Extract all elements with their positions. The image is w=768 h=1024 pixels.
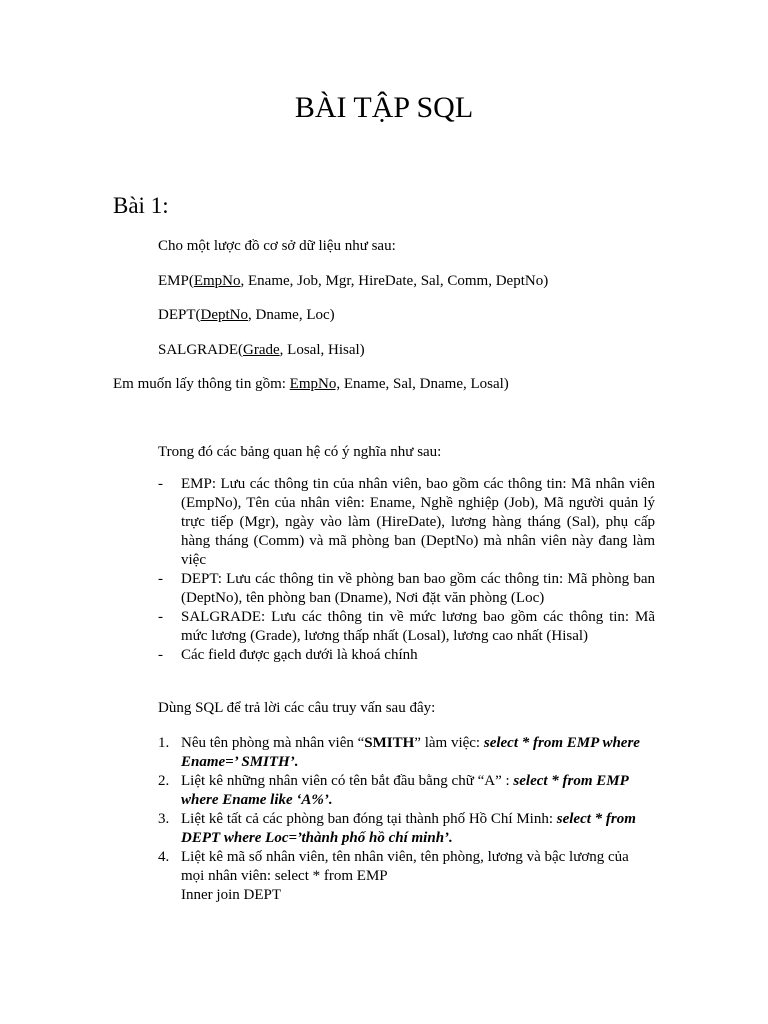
query-list	[158, 734, 648, 905]
list-item: - EMP: Lưu các thông tin của nhân viên, bao gồm các thông tin: Mã nhân viên (EmpNo), Tên của nhân viên: Ename, Nghề nghiệp (Job), Mã người quản lý trực tiếp (Mgr), ngày vào làm (HireDate), lương hàng tháng (Sal), phụ cấp hàng tháng (Comm) và mã phòng ban (DeptNo) mà nhân viên này đang làm việc	[158, 476, 655, 568]
queries-intro: Dùng SQL để trả lời các câu truy vấn sau đây:	[158, 700, 436, 716]
list-item: 1. Nêu tên phòng mà nhân viên “SMITH” làm việc: select * from EMP where Ename=’ SMITH’.	[158, 735, 640, 770]
document-title: BÀI TẬP SQL	[294, 91, 474, 124]
sql-snippet: select * from EMP where Ename like ‘A%’.	[181, 773, 629, 808]
sql-snippet: select * from EMP where Ename=’ SMITH’.	[181, 735, 640, 770]
schema-salgrade: SALGRADE(Grade, Losal, Hisal)	[158, 342, 365, 358]
table-description-list	[158, 475, 655, 665]
primary-key: Grade	[243, 342, 280, 358]
list-item: 4. Liệt kê mã số nhân viên, tên nhân viên, tên phòng, lương và bậc lương của mọi nhân viên: select * from EMP Inner join DEPT	[158, 849, 629, 903]
schema-emp: EMP(EmpNo, Ename, Job, Mgr, HireDate, Sal, Comm, DeptNo)	[158, 273, 549, 289]
sql-snippet: select * from DEPT where Loc=’thành phố hồ chí minh’.	[181, 811, 636, 846]
primary-key: DeptNo	[200, 307, 248, 323]
request-line: Em muốn lấy thông tin gồm: EmpNo, Ename, Sal, Dname, Losal)	[113, 376, 509, 392]
list-item: 3. Liệt kê tất cả các phòng ban đóng tại thành phố Hồ Chí Minh: select * from DEPT where Loc=’thành phố hồ chí minh’.	[158, 811, 636, 846]
list-item: 2. Liệt kê những nhân viên có tên bắt đầu bằng chữ “A” : select * from EMP where Ename like ‘A%’.	[158, 773, 629, 808]
exercise-heading: Bài 1:	[113, 193, 169, 218]
schema-intro: Cho một lược đồ cơ sở dữ liệu như sau:	[158, 238, 396, 254]
schema-dept: DEPT(DeptNo, Dname, Loc)	[158, 307, 335, 323]
list-item: - DEPT: Lưu các thông tin về phòng ban bao gồm các thông tin: Mã phòng ban (DeptNo), tên phòng ban (Dname), Nơi đặt văn phòng (Loc)	[158, 571, 655, 606]
primary-key: EmpNo,	[289, 376, 341, 392]
meaning-intro: Trong đó các bảng quan hệ có ý nghĩa như sau:	[158, 444, 442, 460]
list-item: - Các field được gạch dưới là khoá chính	[158, 647, 418, 663]
primary-key: EmpNo	[193, 273, 241, 289]
list-item: - SALGRADE: Lưu các thông tin về mức lương bao gồm các thông tin: Mã mức lương (Grade), lương thấp nhất (Losal), lương cao nhất (Hisal)	[158, 609, 655, 644]
